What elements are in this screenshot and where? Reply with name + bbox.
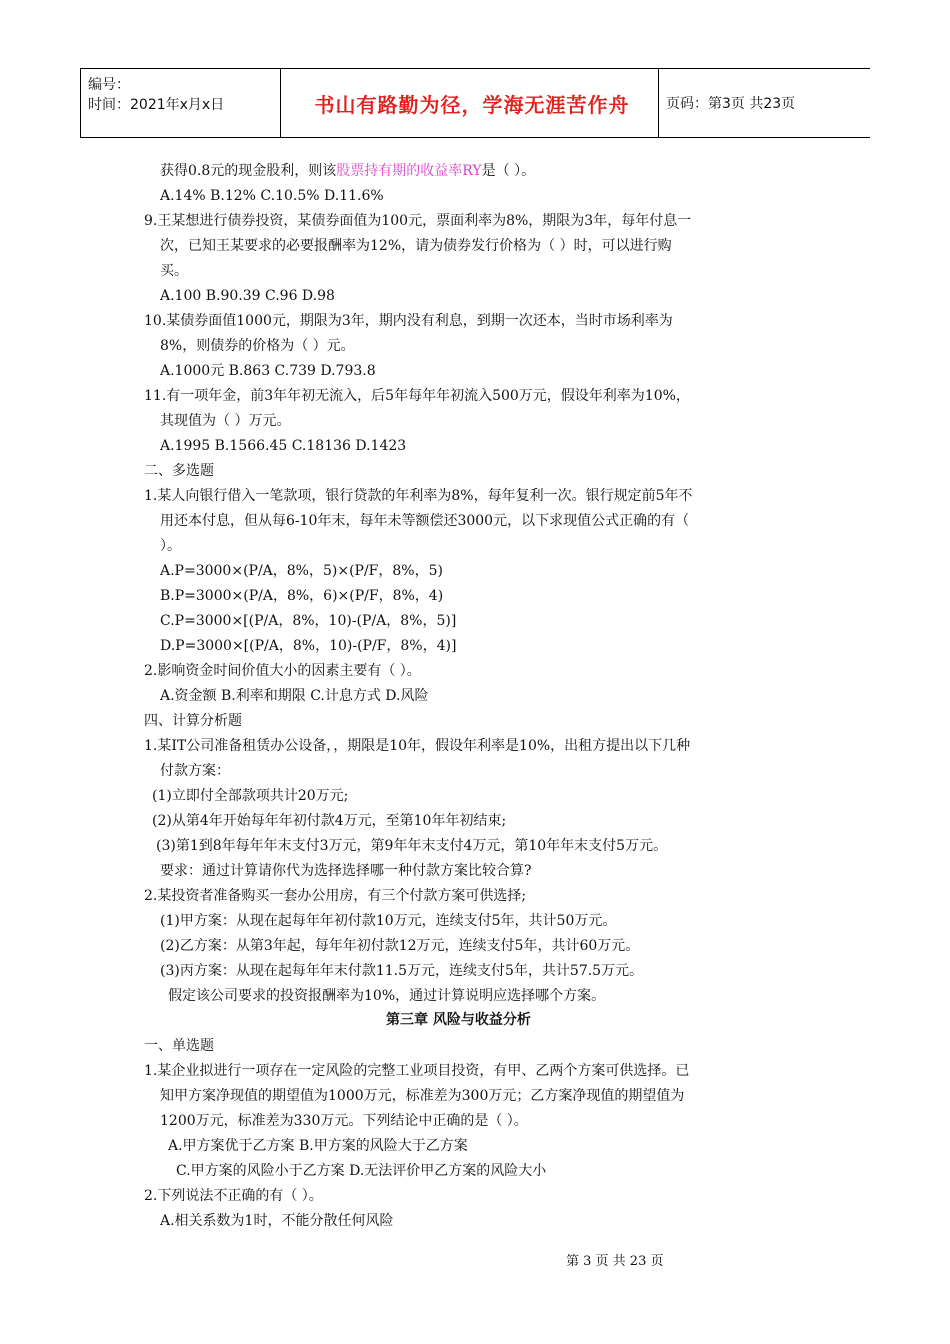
answer-option: C.P=3000×[(P/A，8%，10)-(P/A，8%，5)]: [160, 613, 457, 629]
header-number: 编号：: [88, 77, 130, 93]
section-heading: 二、多选题: [144, 463, 214, 479]
question-line: 2.影响资金时间价值大小的因素主要有（ ）。: [144, 663, 421, 679]
answer-option: A.P=3000×(P/A，8%，5)×(P/F，8%，5): [160, 563, 443, 579]
header-time: 时间：2021年x月x日: [88, 97, 225, 113]
answer-options: A.100 B.90.39 C.96 D.98: [160, 288, 335, 304]
question-line: ）。: [160, 538, 181, 554]
highlighted-link[interactable]: 股票持有期的收益率RY: [336, 163, 482, 179]
header-meta: [88, 75, 224, 115]
question-line: 其现值为（ ）万元。: [160, 413, 291, 429]
answer-option: B.P=3000×(P/A，8%，6)×(P/F，8%，4): [160, 588, 444, 604]
page-header: [80, 68, 870, 138]
text-line: [160, 162, 535, 180]
header-page-number: 页码：第3页 共23页: [666, 96, 796, 112]
list-item: (1)立即付全部款项共计20万元;: [152, 788, 349, 804]
answer-options: A.甲方案优于乙方案 B.甲方案的风险大于乙方案: [168, 1138, 468, 1154]
list-item: (1)甲方案：从现在起每年年初付款10万元，连续支付5年，共计50万元。: [160, 913, 617, 929]
answer-options: C.甲方案的风险小于乙方案 D.无法评价甲乙方案的风险大小: [176, 1163, 547, 1179]
requirement-line: 要求：通过计算请你代为选择选择哪一种付款方案比较合算?: [160, 863, 532, 879]
text-segment: 是（ ）。: [481, 163, 536, 179]
header-border-left: [80, 69, 81, 137]
question-line: 1.某IT公司准备租赁办公设备，，期限是10年，假设年利率是10%，出租方提出以下几种: [144, 738, 691, 754]
question-line: 用还本付息，但从每6-10年末，每年未等额偿还3000元，以下求现值公式正确的有（: [160, 513, 690, 529]
text-segment: 获得0.8元的现金股利，则该: [160, 163, 337, 179]
answer-options: A.资金额 B.利率和期限 C.计息方式 D.风险: [160, 688, 429, 704]
answer-option: A.相关系数为1时，不能分散任何风险: [160, 1213, 394, 1229]
question-line: 9.王某想进行债券投资，某债券面值为100元，票面利率为8%，期限为3年，每年付息一: [144, 213, 692, 229]
requirement-line: 假定该公司要求的投资报酬率为10%，通过计算说明应选择哪个方案。: [168, 988, 606, 1004]
list-item: (2)乙方案：从第3年起，每年年初付款12万元，连续支付5年，共计60万元。: [160, 938, 640, 954]
section-heading: 四、计算分析题: [144, 713, 242, 729]
question-line: 2.下列说法不正确的有（ ）。: [144, 1188, 323, 1204]
section-heading: 一、单选题: [144, 1038, 214, 1054]
question-line: 1.某人向银行借入一笔款项，银行贷款的年利率为8%，每年复利一次。银行规定前5年不: [144, 488, 693, 504]
answer-options: A.14% B.12% C.10.5% D.11.6%: [160, 188, 384, 204]
header-divider-1: [280, 69, 281, 137]
question-line: 2.某投资者准备购买一套办公用房，有三个付款方案可供选择;: [144, 888, 527, 904]
list-item: (3)丙方案：从现在起每年年末付款11.5万元，连续支付5年，共计57.5万元。: [160, 963, 644, 979]
question-line: 10.某债券面值1000元，期限为3年，期内没有利息，到期一次还本，当时市场利率为: [144, 313, 673, 329]
question-line: 买。: [160, 263, 188, 279]
question-line: 11.有一项年金，前3年年初无流入，后5年每年年初流入500万元，假设年利率为10%，: [144, 388, 690, 404]
answer-options: A.1995 B.1566.45 C.18136 D.1423: [160, 438, 407, 454]
chapter-title: 第三章 风险与收益分析: [386, 1012, 531, 1028]
page-footer: 第 3 页 共 23 页: [566, 1254, 664, 1269]
list-item: (2)从第4年开始每年年初付款4万元，至第10年年初结束;: [152, 813, 507, 829]
question-line: 知甲方案净现值的期望值为1000万元，标准差为300万元；乙方案净现值的期望值为: [160, 1088, 685, 1104]
question-line: 次，已知王某要求的必要报酬率为12%，请为债券发行价格为（ ）时，可以进行购: [160, 238, 672, 254]
header-motto: 书山有路勤为径，学海无涯苦作舟: [314, 92, 630, 117]
answer-option: D.P=3000×[(P/A，8%，10)-(P/F，8%，4)]: [160, 638, 457, 654]
list-item: (3)第1到8年每年年末支付3万元，第9年年末支付4万元，第10年年末支付5万元。: [156, 838, 668, 854]
question-line: 1.某企业拟进行一项存在一定风险的完整工业项目投资，有甲、乙两个方案可供选择。已: [144, 1063, 690, 1079]
question-line: 8%，则债券的价格为（ ）元。: [160, 338, 355, 354]
answer-options: A.1000元 B.863 C.739 D.793.8: [160, 363, 376, 379]
question-line: 1200万元，标准差为330万元。下列结论中正确的是（ ）。: [160, 1113, 528, 1129]
question-line: 付款方案：: [160, 763, 230, 779]
